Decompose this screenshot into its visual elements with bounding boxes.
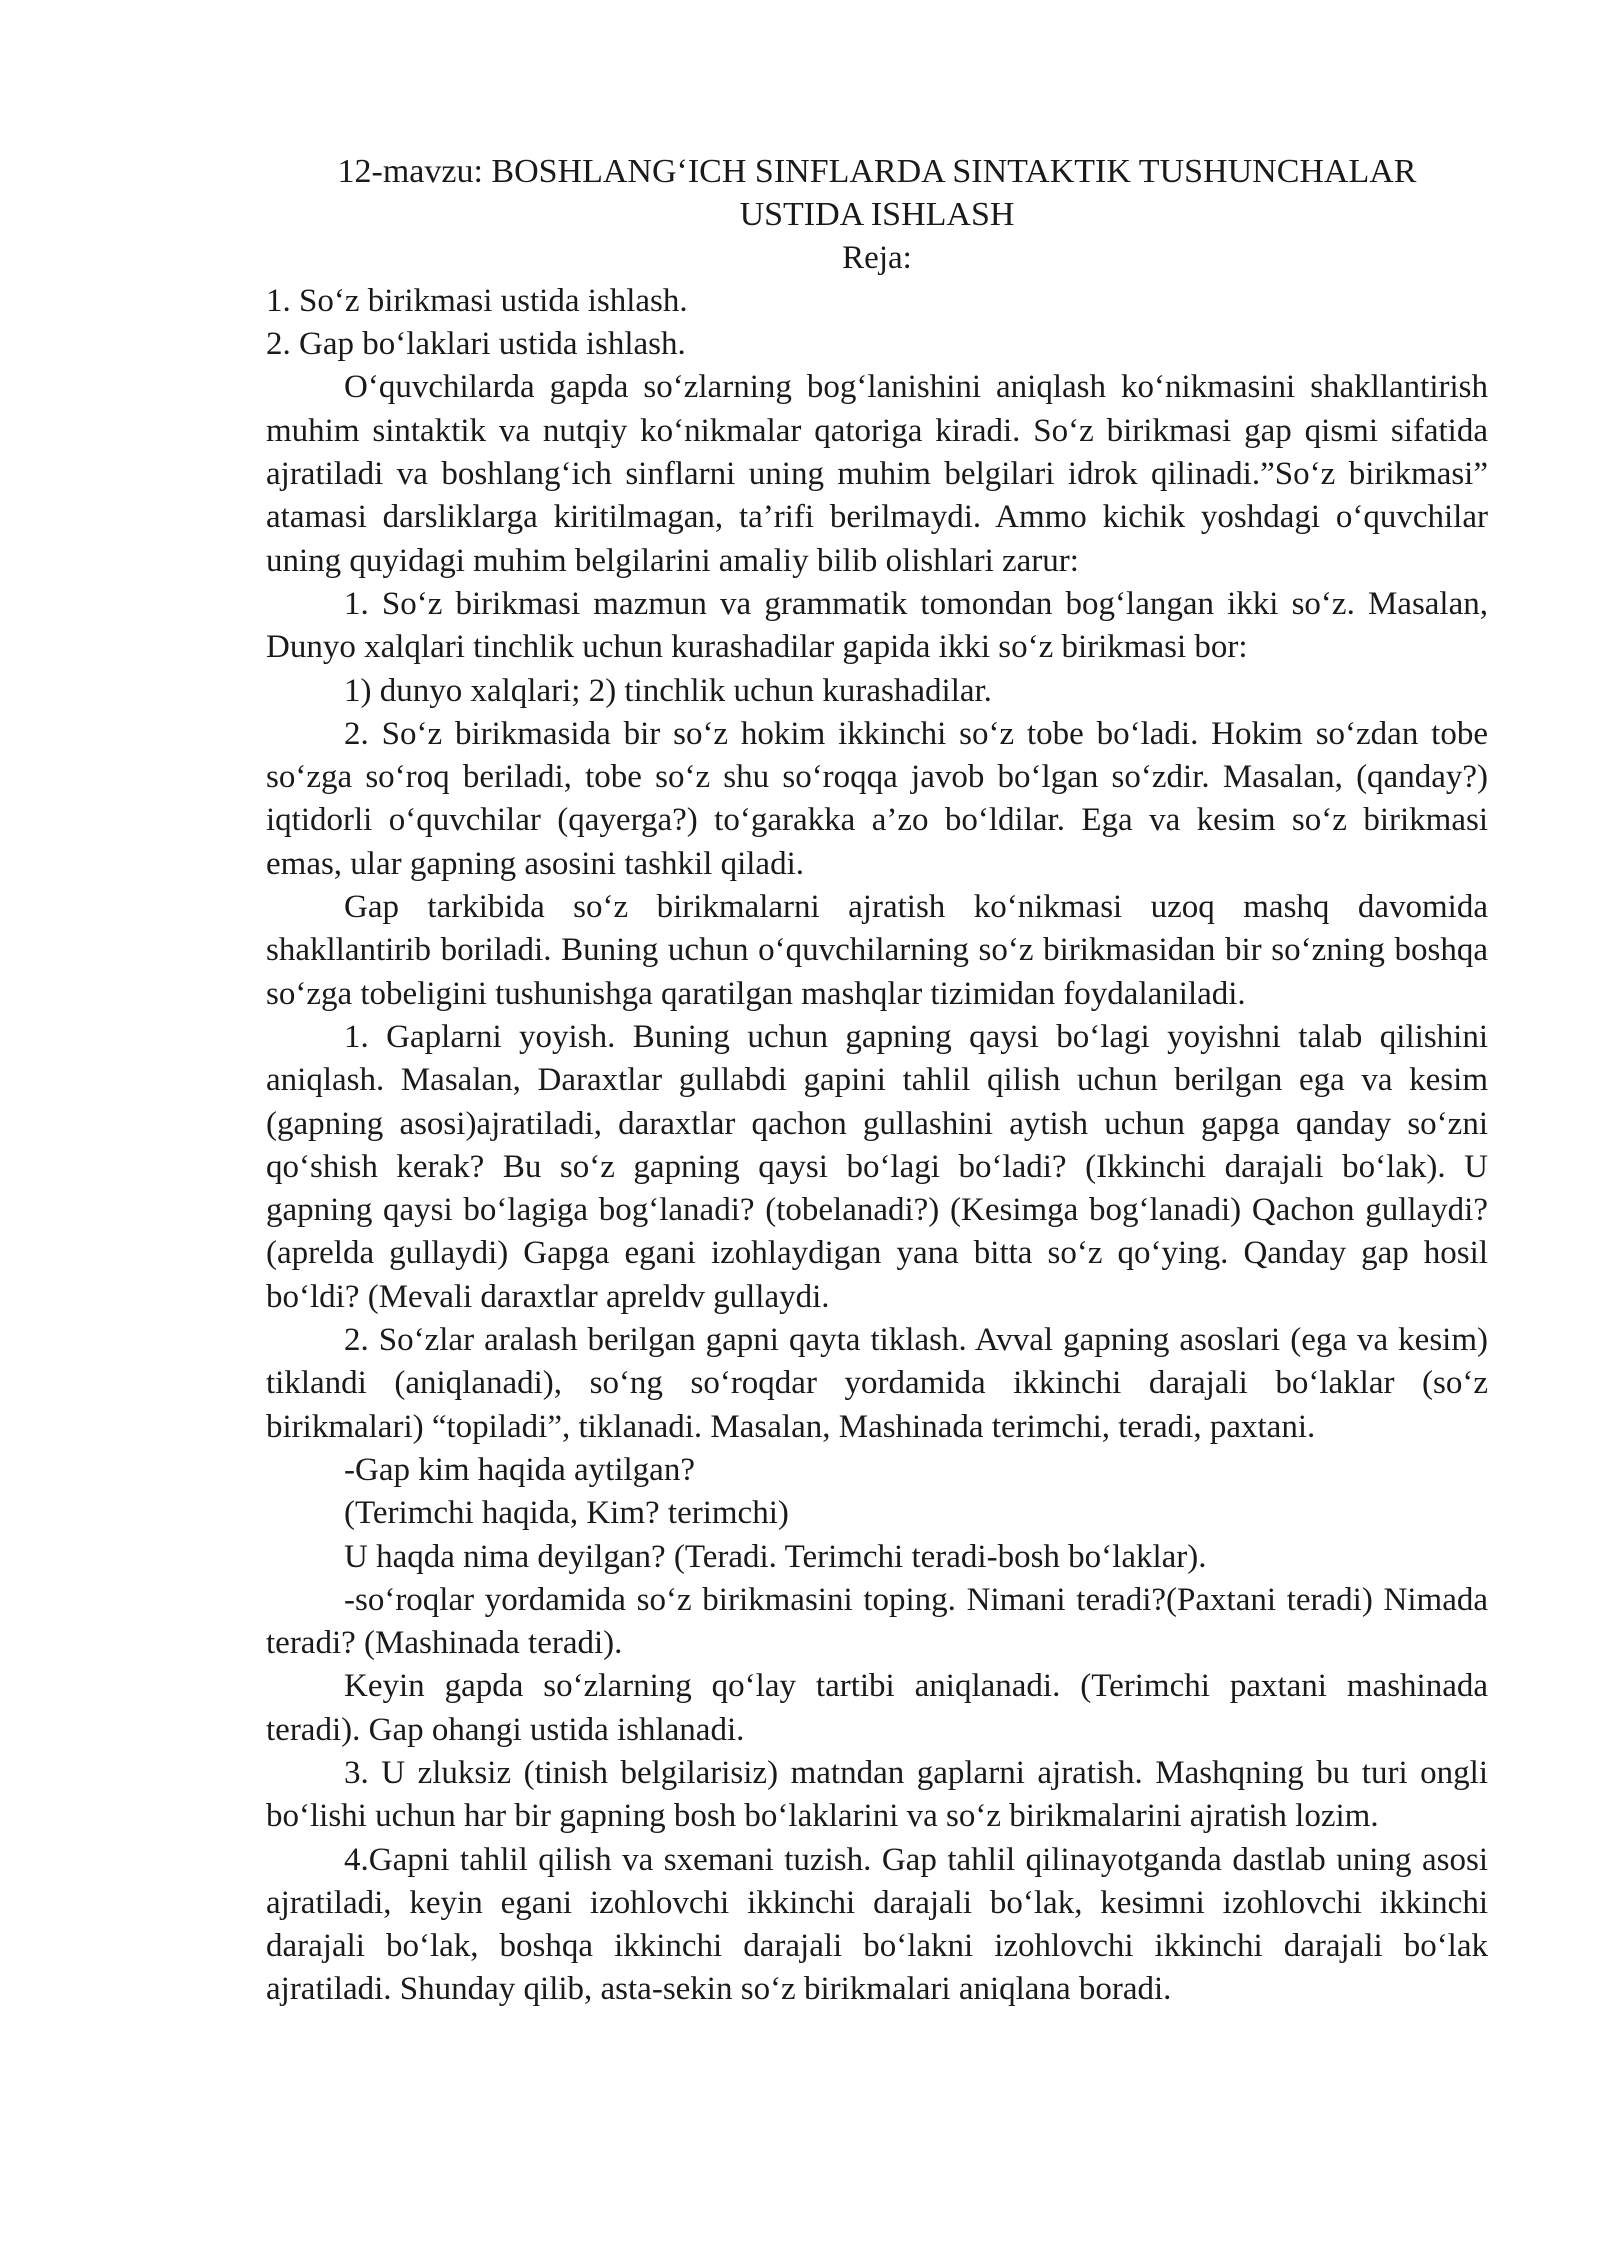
paragraph-answer-1: (Terimchi haqida, Kim? terimchi)	[344, 1495, 789, 1532]
paragraph-exercise-1: 1. Gaplarni yoyish. Buning uchun gapning qaysi bo‘lagi yoyishni talab qilishini aniqlash. Masalan, Daraxtlar gullabdi gapini tahlil qilish uchun berilgan ega va kesim (gapning asosi)ajratiladi, daraxtlar qachon gullashini aytish uchun gapga qanday so‘zni qo‘shish kerak? Bu so‘z gapning qaysi bo‘lagi bo‘ladi? (Ikkinchi darajali bo‘lak). U gapning qaysi bo‘lagiga bog‘lanadi? (tobelanadi?) (Kesimga bog‘lanadi) Qachon gullaydi? (aprelda gullaydi) Gapga egani izohlaydigan yana bitta so‘z qo‘ying. Qanday gap hosil bo‘ldi? (Mevali daraxtlar apreldv gullaydi.	[266, 1018, 1488, 1315]
paragraph-exercise-3: 3. U zluksiz (tinish belgilarisiz) matndan gaplarni ajratish. Mashqning bu turi ongli bo‘lishi uchun har bir gapning bosh bo‘laklarini va so‘z birikmalarini ajratish lozim.	[266, 1754, 1488, 1835]
paragraph-question-3: -so‘roqlar yordamida so‘z birikmasini toping. Nimani teradi?(Paxtani teradi) Nimada teradi? (Mashinada teradi).	[266, 1581, 1488, 1662]
title-line-2: USTIDA ISHLASH	[739, 196, 1015, 234]
plan-item-1: 1. So‘z birikmasi ustida ishlash.	[266, 282, 688, 319]
paragraph-exercise-4: 4.Gapni tahlil qilish va sxemani tuzish. Gap tahlil qilinayotganda dastlab uning asosi ajratiladi, keyin egani izohlovchi ikkinchi darajali bo‘lak, kesimni izohlovchi ikkinchi darajali bo‘lak, boshqa ikkinchi darajali bo‘lakni izohlovchi ikkinchi darajali bo‘lak ajratiladi. Shunday qilib, asta-sekin so‘z birikmalari aniqlana boradi.	[266, 1841, 1488, 2008]
document-title	[266, 150, 1488, 237]
paragraph-question-1: -Gap kim haqida aytilgan?	[344, 1451, 695, 1488]
paragraph-feature-1: 1. So‘z birikmasi mazmun va grammatik tomondan bog‘langan ikki so‘z. Masalan, Dunyo xalqlari tinchlik uchun kurashadilar gapida ikki so‘z birikmasi bor:	[266, 585, 1488, 666]
paragraph-feature-2: 2. So‘z birikmasida bir so‘z hokim ikkinchi so‘z tobe bo‘ladi. Hokim so‘zdan tobe so‘zga so‘roq beriladi, tobe so‘z shu so‘roqqa javob bo‘lgan so‘zdir. Masalan, (qanday?) iqtidorli o‘quvchilar (qayerga?) to‘garakka a’zo bo‘ldilar. Ega va kesim so‘z birikmasi emas, ular gapning asosini tashkil qiladi.	[266, 715, 1488, 882]
paragraph-exercises-intro: Gap tarkibida so‘z birikmalarni ajratish ko‘nikmasi uzoq mashq davomida shakllantirib boriladi. Buning uchun o‘quvchilarning so‘z birikmasidan bir so‘zning boshqa so‘zga tobeligini tushunishga qaratilgan mashqlar tizimidan foydalaniladi.	[266, 889, 1488, 1012]
title-line-1: 12-mavzu: BOSHLANG‘ICH SINFLARDA SINTAKTIK TUSHUNCHALAR	[337, 153, 1417, 190]
paragraph-question-2: U haqda nima deyilgan? (Teradi. Terimchi teradi-bosh bo‘laklar).	[344, 1538, 1207, 1575]
plan-item-2: 2. Gap bo‘laklari ustida ishlash.	[266, 326, 686, 363]
paragraph-intro: O‘quvchilarda gapda so‘zlarning bog‘lanishini aniqlash ko‘nikmasini shakllantirish muhim sintaktik va nutqiy ko‘nikmalar qatoriga kiradi. So‘z birikmasi gap qismi sifatida ajratiladi va boshlang‘ich sinflarni uning muhim belgilari idrok qilinadi.”So‘z birikmasi” atamasi darsliklarga kiritilmagan, ta’rifi berilmaydi. Ammo kichik yoshdagi o‘quvchilar uning quyidagi muhim belgilarini amaliy bilib olishlari zarur:	[266, 369, 1488, 579]
document-page	[266, 150, 1488, 2012]
paragraph-example-list: 1) dunyo xalqlari; 2) tinchlik uchun kurashadilar.	[344, 672, 992, 709]
paragraph-word-order: Keyin gapda so‘zlarning qo‘lay tartibi aniqlanadi. (Terimchi paxtani mashinada teradi). Gap ohangi ustida ishlanadi.	[266, 1668, 1488, 1748]
paragraph-exercise-2: 2. So‘zlar aralash berilgan gapni qayta tiklash. Avval gapning asoslari (ega va kesim) tiklandi (aniqlanadi), so‘ng so‘roqdar yordamida ikkinchi darajali bo‘laklar (so‘z birikmalari) “topiladi”, tiklanadi. Masalan, Mashinada terimchi, teradi, paxtani.	[266, 1322, 1488, 1445]
plan-heading: Reja:	[842, 239, 912, 276]
